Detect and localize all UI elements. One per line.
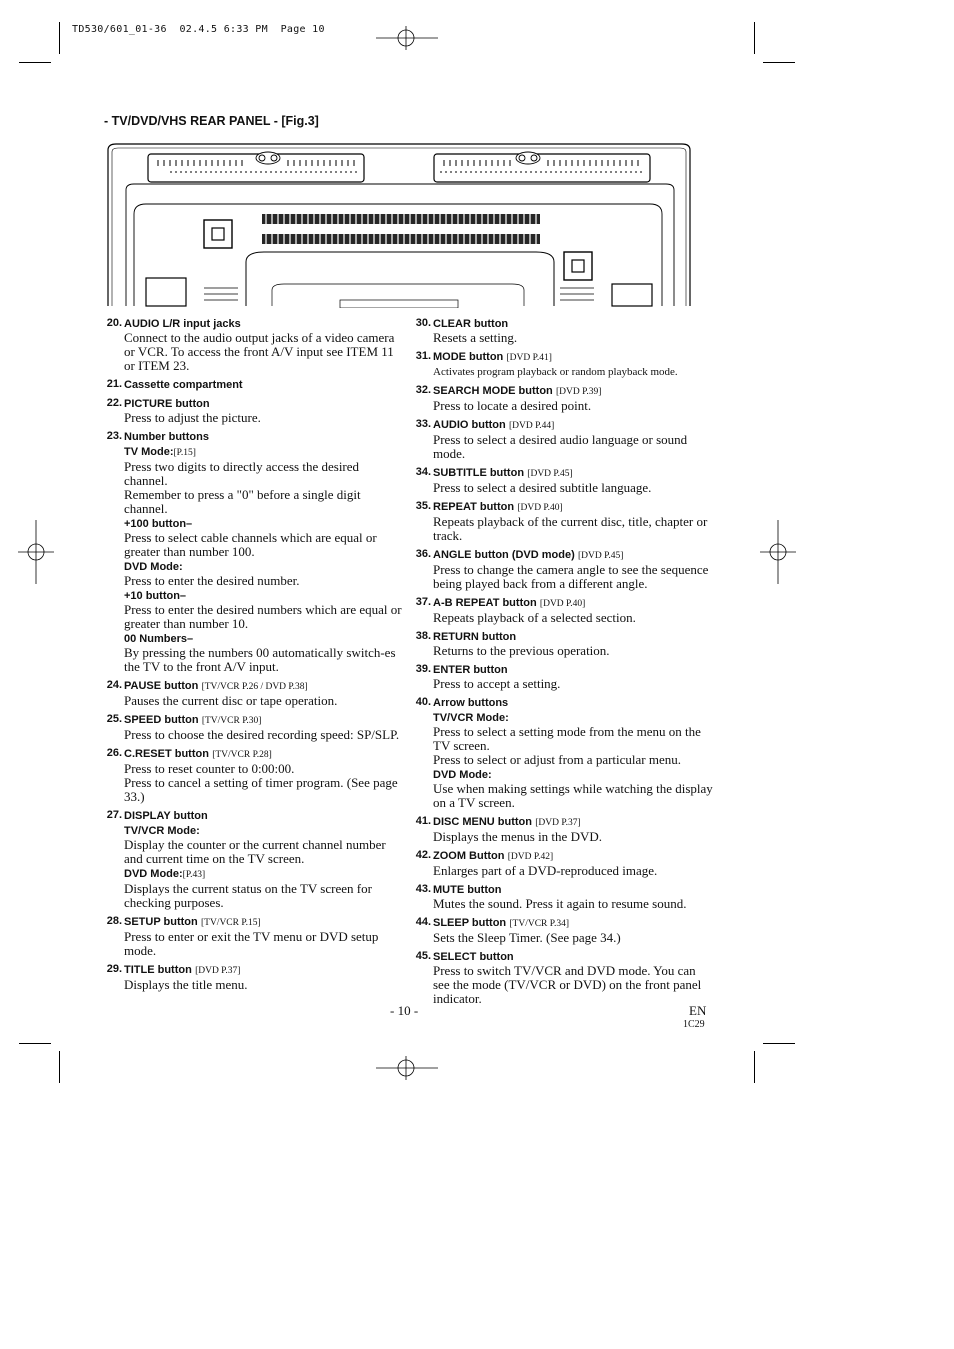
sub-heading: DVD Mode: bbox=[433, 769, 492, 781]
model-code: 1C29 bbox=[683, 1019, 705, 1030]
page-reference: [P.15] bbox=[173, 448, 196, 458]
item-title: MUTE button bbox=[433, 884, 502, 896]
description-text: Press to choose the desired recording speed: SP/SLP. bbox=[124, 727, 400, 742]
sub-heading: TV/VCR Mode: bbox=[433, 712, 509, 724]
description-text: Connect to the audio output jacks of a video camera or VCR. To access the front A/V input see ITEM 11 or ITEM 23. bbox=[124, 330, 395, 373]
page-reference: [TV/VCR P.30] bbox=[201, 716, 262, 726]
item-number: 22. bbox=[106, 397, 122, 409]
item-title: C.RESET button bbox=[124, 748, 209, 760]
item-title: SUBTITLE button bbox=[433, 467, 525, 479]
item-number: 39. bbox=[415, 663, 431, 675]
item-number: 45. bbox=[415, 950, 431, 962]
item-number: 30. bbox=[415, 317, 431, 329]
page-reference: [DVD P.40] bbox=[517, 503, 563, 513]
list-item bbox=[105, 377, 405, 392]
description-text: Press to select a setting mode from the menu on the TV screen. bbox=[433, 724, 701, 753]
description-text: Displays the menus in the DVD. bbox=[433, 829, 602, 844]
item-title: AUDIO button bbox=[433, 419, 506, 431]
item-title: A-B REPEAT button bbox=[433, 597, 537, 609]
description-text: Press to accept a setting. bbox=[433, 676, 561, 691]
page-reference: [P.43] bbox=[182, 870, 206, 880]
item-number: 31. bbox=[415, 350, 431, 362]
item-title: AUDIO L/R input jacks bbox=[124, 318, 241, 330]
description-text: Remember to press a "0" before a single digit channel. bbox=[124, 487, 361, 516]
item-title: REPEAT button bbox=[433, 501, 515, 513]
item-number: 34. bbox=[415, 466, 431, 478]
list-item bbox=[414, 349, 714, 379]
description-text: Activates program playback or random playback mode. bbox=[433, 366, 678, 378]
item-number: 24. bbox=[106, 679, 122, 691]
page-reference: [DVD P.39] bbox=[556, 387, 602, 397]
item-number: 36. bbox=[415, 548, 431, 560]
item-title: RETURN button bbox=[433, 631, 517, 643]
list-item bbox=[414, 547, 714, 591]
item-title: PAUSE button bbox=[124, 680, 199, 692]
list-item bbox=[414, 695, 714, 810]
sub-heading: TV Mode: bbox=[124, 446, 174, 458]
item-title: SPEED button bbox=[124, 714, 199, 726]
sub-heading: +10 button– bbox=[124, 590, 187, 602]
print-header: TD530/601_01-36 02.4.5 6:33 PM Page 10 bbox=[72, 24, 325, 35]
language-code: EN bbox=[689, 1003, 707, 1018]
description-text: Repeats playback of a selected section. bbox=[433, 610, 636, 625]
item-number: 40. bbox=[415, 696, 431, 708]
page-reference: [TV/VCR P.26 / DVD P.38] bbox=[201, 682, 308, 692]
list-item bbox=[414, 465, 714, 495]
description-text: Press to enter or exit the TV menu or DVD setup mode. bbox=[124, 929, 379, 958]
item-title: DISC MENU button bbox=[433, 816, 532, 828]
description-text: Press to switch TV/VCR and DVD mode. You can see the mode (TV/VCR or DVD) on the front panel indicator. bbox=[433, 963, 702, 1006]
item-title: ZOOM Button bbox=[433, 850, 505, 862]
item-title: ANGLE button (DVD mode) bbox=[433, 549, 575, 561]
list-item bbox=[105, 396, 405, 425]
page-reference: [DVD P.41] bbox=[506, 353, 552, 363]
description-text: Press to reset counter to 0:00:00. bbox=[124, 761, 295, 776]
description-text: Repeats playback of the current disc, title, chapter or track. bbox=[433, 514, 708, 543]
page-number: - 10 - bbox=[390, 1003, 419, 1018]
item-number: 38. bbox=[415, 630, 431, 642]
item-number: 35. bbox=[415, 500, 431, 512]
item-title: Cassette compartment bbox=[124, 379, 243, 391]
right-column bbox=[414, 316, 714, 1010]
page-reference: [DVD P.37] bbox=[195, 966, 241, 976]
description-text: Press to select a desired subtitle language. bbox=[433, 480, 652, 495]
page-reference: [DVD P.45] bbox=[527, 469, 573, 479]
list-item bbox=[414, 383, 714, 413]
list-item bbox=[105, 712, 405, 742]
item-title: MODE button bbox=[433, 351, 504, 363]
item-number: 32. bbox=[415, 384, 431, 396]
description-text: Press to adjust the picture. bbox=[124, 410, 261, 425]
page-reference: [TV/VCR P.15] bbox=[200, 918, 261, 928]
item-number: 23. bbox=[106, 430, 122, 442]
item-number: 37. bbox=[415, 596, 431, 608]
sub-heading: DVD Mode: bbox=[124, 561, 183, 573]
description-text: Press two digits to directly access the desired channel. bbox=[124, 459, 360, 488]
page-reference: [DVD P.44] bbox=[508, 421, 555, 431]
item-number: 29. bbox=[106, 963, 122, 975]
list-item bbox=[414, 915, 714, 945]
description-text: By pressing the numbers 00 automatically switch-es the TV to the front A/V input. bbox=[124, 645, 396, 674]
description-text: Press to cancel a setting of timer program. (See page 33.) bbox=[124, 775, 398, 804]
list-item bbox=[105, 962, 405, 992]
description-text: Press to enter the desired number. bbox=[124, 573, 300, 588]
sub-heading: 00 Numbers– bbox=[124, 633, 194, 645]
page-reference: [DVD P.40] bbox=[539, 599, 586, 609]
section-title: - TV/DVD/VHS REAR PANEL - [Fig.3] bbox=[104, 114, 319, 128]
list-item bbox=[414, 662, 714, 691]
description-text: Use when making settings while watching the display on a TV screen. bbox=[433, 781, 713, 810]
item-title: ENTER button bbox=[433, 664, 508, 676]
item-number: 33. bbox=[415, 418, 431, 430]
page-reference: [DVD P.42] bbox=[507, 852, 554, 862]
description-text: Display the counter or the current channel number and current time on the TV screen. bbox=[124, 837, 386, 866]
description-text: Press to select a desired audio language or sound mode. bbox=[433, 432, 688, 461]
item-number: 26. bbox=[106, 747, 122, 759]
list-item bbox=[105, 316, 405, 373]
item-title: SLEEP button bbox=[433, 917, 507, 929]
item-number: 25. bbox=[106, 713, 122, 725]
description-text: Press to select or adjust from a particular menu. bbox=[433, 752, 682, 767]
item-number: 27. bbox=[106, 809, 122, 821]
list-item bbox=[105, 914, 405, 958]
item-number: 20. bbox=[106, 317, 122, 329]
description-text: Press to select cable channels which are equal or greater than number 100. bbox=[124, 530, 377, 559]
item-number: 44. bbox=[415, 916, 431, 928]
sub-heading: DVD Mode: bbox=[124, 868, 183, 880]
item-number: 42. bbox=[415, 849, 431, 861]
sub-heading: +100 button– bbox=[124, 518, 193, 530]
item-title: DISPLAY button bbox=[124, 810, 208, 822]
list-item bbox=[105, 429, 405, 674]
list-item bbox=[105, 746, 405, 804]
item-title: SEARCH MODE button bbox=[433, 385, 553, 397]
item-number: 21. bbox=[106, 378, 122, 390]
list-item bbox=[414, 882, 714, 911]
page-reference: [TV/VCR P.28] bbox=[212, 750, 272, 760]
page-reference: [DVD P.45] bbox=[578, 551, 624, 561]
list-item bbox=[414, 417, 714, 461]
description-text: Enlarges part of a DVD-reproduced image. bbox=[433, 863, 658, 878]
list-item bbox=[414, 949, 714, 1006]
list-item bbox=[414, 629, 714, 658]
description-text: Displays the current status on the TV screen for checking purposes. bbox=[124, 881, 372, 910]
sub-heading: TV/VCR Mode: bbox=[124, 825, 200, 837]
list-item bbox=[414, 595, 714, 625]
item-title: SETUP button bbox=[124, 916, 198, 928]
item-title: TITLE button bbox=[124, 964, 192, 976]
list-item bbox=[414, 848, 714, 878]
page-reference: [DVD P.37] bbox=[535, 818, 581, 828]
list-item bbox=[105, 678, 405, 708]
page-reference: [TV/VCR P.34] bbox=[509, 919, 570, 929]
description-text: Displays the title menu. bbox=[124, 977, 248, 992]
item-title: SELECT button bbox=[433, 951, 514, 963]
item-title: PICTURE button bbox=[124, 398, 210, 410]
description-text: Sets the Sleep Timer. (See page 34.) bbox=[433, 930, 621, 945]
item-number: 43. bbox=[415, 883, 431, 895]
item-title: Arrow buttons bbox=[433, 697, 509, 709]
list-item bbox=[414, 499, 714, 543]
rear-panel-figure bbox=[104, 140, 696, 308]
item-title: CLEAR button bbox=[433, 318, 509, 330]
item-number: 41. bbox=[415, 815, 431, 827]
list-item bbox=[105, 808, 405, 910]
item-number: 28. bbox=[106, 915, 122, 927]
list-item bbox=[414, 316, 714, 345]
list-item bbox=[414, 814, 714, 844]
description-text: Mutes the sound. Press it again to resume sound. bbox=[433, 896, 687, 911]
description-text: Press to change the camera angle to see the sequence being played back from a different angle. bbox=[433, 562, 709, 591]
description-text: Press to locate a desired point. bbox=[433, 398, 592, 413]
description-text: Press to enter the desired numbers which are equal or greater than number 10. bbox=[124, 602, 402, 631]
description-text: Returns to the previous operation. bbox=[433, 643, 610, 658]
description-text: Resets a setting. bbox=[433, 330, 518, 345]
item-title: Number buttons bbox=[124, 431, 209, 443]
description-text: Pauses the current disc or tape operation. bbox=[124, 693, 338, 708]
left-column bbox=[105, 316, 405, 996]
